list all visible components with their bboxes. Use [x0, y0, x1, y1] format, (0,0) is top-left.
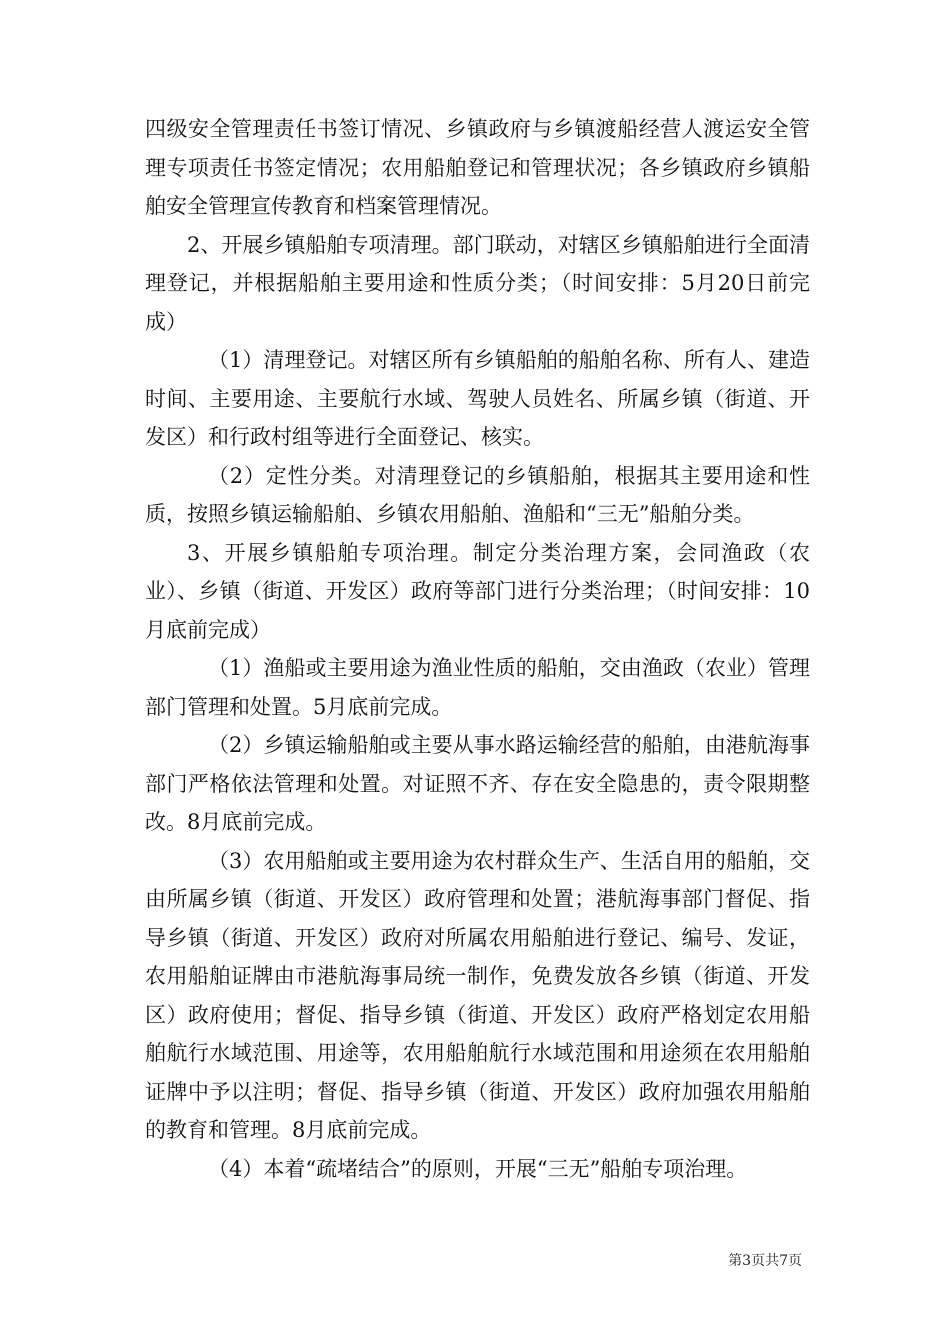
page-number: 第3页共7页 [728, 1253, 802, 1269]
paragraph-section-2: 2、开展乡镇船舶专项清理。部门联动，对辖区乡镇船舶进行全面清理登记，并根据船舶主要用途和性质分类；（时间安排：5月20日前完成） [145, 232, 810, 334]
document-body [145, 110, 810, 1188]
paragraph-3-1-fishing-boats: （1）渔船或主要用途为渔业性质的船舶，交由渔政（农业）管理部门管理和处置。5月底前完成。 [145, 656, 810, 719]
paragraph-3-2-transport-boats: （2）乡镇运输船舶或主要从事水路运输经营的船舶，由港航海事部门严格依法管理和处置。对证照不齐、存在安全隐患的，责令限期整改。8月底前完成。 [145, 733, 810, 834]
paragraph-3-4-unregistered-boats: （4）本着“疏堵结合”的原则，开展“三无”船舶专项治理。 [208, 1156, 748, 1181]
paragraph-2-2-classification: （2）定性分类。对清理登记的乡镇船舶，根据其主要用途和性质，按照乡镇运输船舶、乡镇农用船舶、渔船和“三无”船舶分类。 [145, 463, 810, 526]
paragraph-2-1-registration: （1）清理登记。对辖区所有乡镇船舶的船舶名称、所有人、建造时间、主要用途、主要航行水域、驾驶人员姓名、所属乡镇（街道、开发区）和行政村组等进行全面登记、核实。 [145, 348, 810, 449]
paragraph-section-3: 3、开展乡镇船舶专项治理。制定分类治理方案，会同渔政（农业）、乡镇（街道、开发区）政府等部门进行分类治理；（时间安排：10月底前完成） [145, 540, 810, 642]
paragraph-3-3-agricultural-boats: （3）农用船舶或主要用途为农村群众生产、生活自用的船舶，交由所属乡镇（街道、开发区）政府管理和处置；港航海事部门督促、指导乡镇（街道、开发区）政府对所属农用船舶进行登记、编号、发证，农用船舶证牌由市港航海事局统一制作，免费发放各乡镇（街道、开发区）政府使用；督促、指导乡镇（街道、开发区）政府严格划定农用船舶航行水域范围、用途等，农用船舶航行水域范围和用途须在农用船舶证牌中予以注明；督促、指导乡镇（街道、开发区）政府加强农用船舶的教育和管理。8月底前完成。 [145, 848, 810, 1142]
paragraph-continuation: 四级安全管理责任书签订情况、乡镇政府与乡镇渡船经营人渡运安全管理专项责任书签定情况；农用船舶登记和管理状况；各乡镇政府乡镇船舶安全管理宣传教育和档案管理情况。 [145, 117, 810, 218]
